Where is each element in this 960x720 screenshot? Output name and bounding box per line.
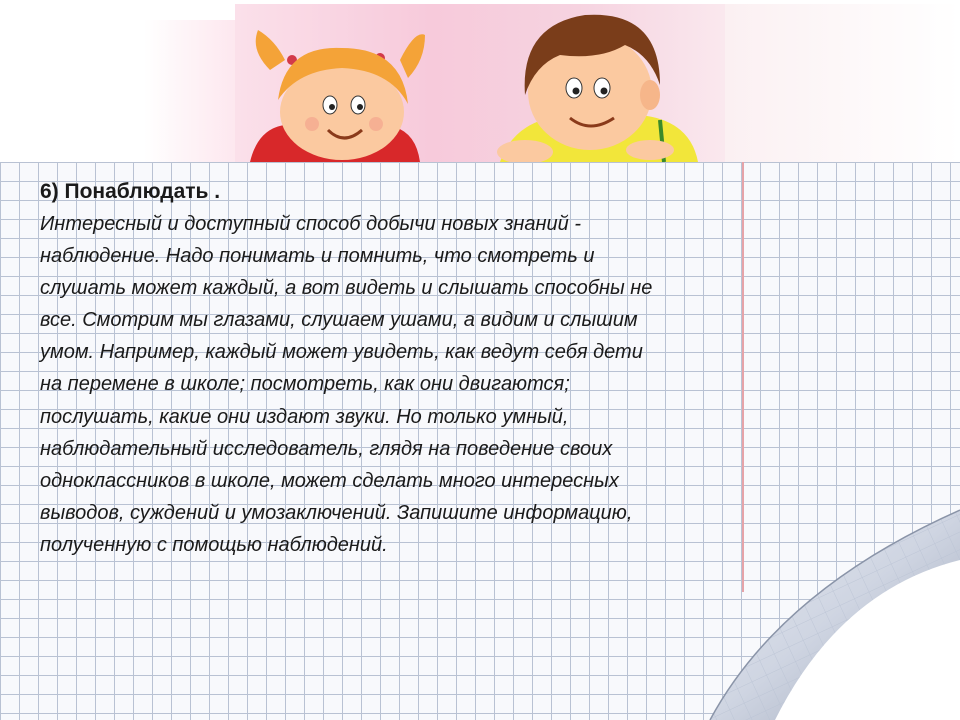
paragraph-line: одноклассников в школе, может сделать много интересных — [40, 469, 619, 492]
banner-pink-fade — [725, 4, 960, 162]
paragraph-line: на перемене в школе; посмотреть, как они двигаются; — [40, 373, 570, 396]
girl-figure — [250, 30, 425, 162]
header-banner — [0, 0, 960, 162]
paragraph-line: выводов, суждений и умозаключений. Запишите информацию, — [40, 501, 633, 524]
paragraph-line: Интересный и доступный способ добычи новых знаний - — [40, 213, 581, 235]
paragraph-line: умом. Например, каждый может увидеть, как ведут себя дети — [40, 341, 643, 364]
paragraph-line: наблюдение. Надо понимать и помнить, что смотреть и — [40, 245, 595, 268]
paragraph-line: все. Смотрим мы глазами, слушаем ушами, а видим и слышим — [40, 309, 638, 332]
slide-text-block — [40, 176, 820, 561]
paragraph-line: наблюдательный исследователь, глядя на поведение своих — [40, 437, 613, 460]
paragraph-line: слушать может каждый, а вот видеть и слышать способны не — [40, 277, 653, 300]
paragraph-line: полученную с помощью наблюдений. — [40, 533, 388, 556]
slide-heading: 6) Понаблюдать . — [40, 180, 221, 203]
paragraph-line: послушать, какие они издают звуки. Но только умный, — [40, 405, 569, 428]
boy-figure — [497, 15, 698, 162]
banner-fade — [0, 20, 240, 162]
children-illustration — [230, 0, 710, 162]
